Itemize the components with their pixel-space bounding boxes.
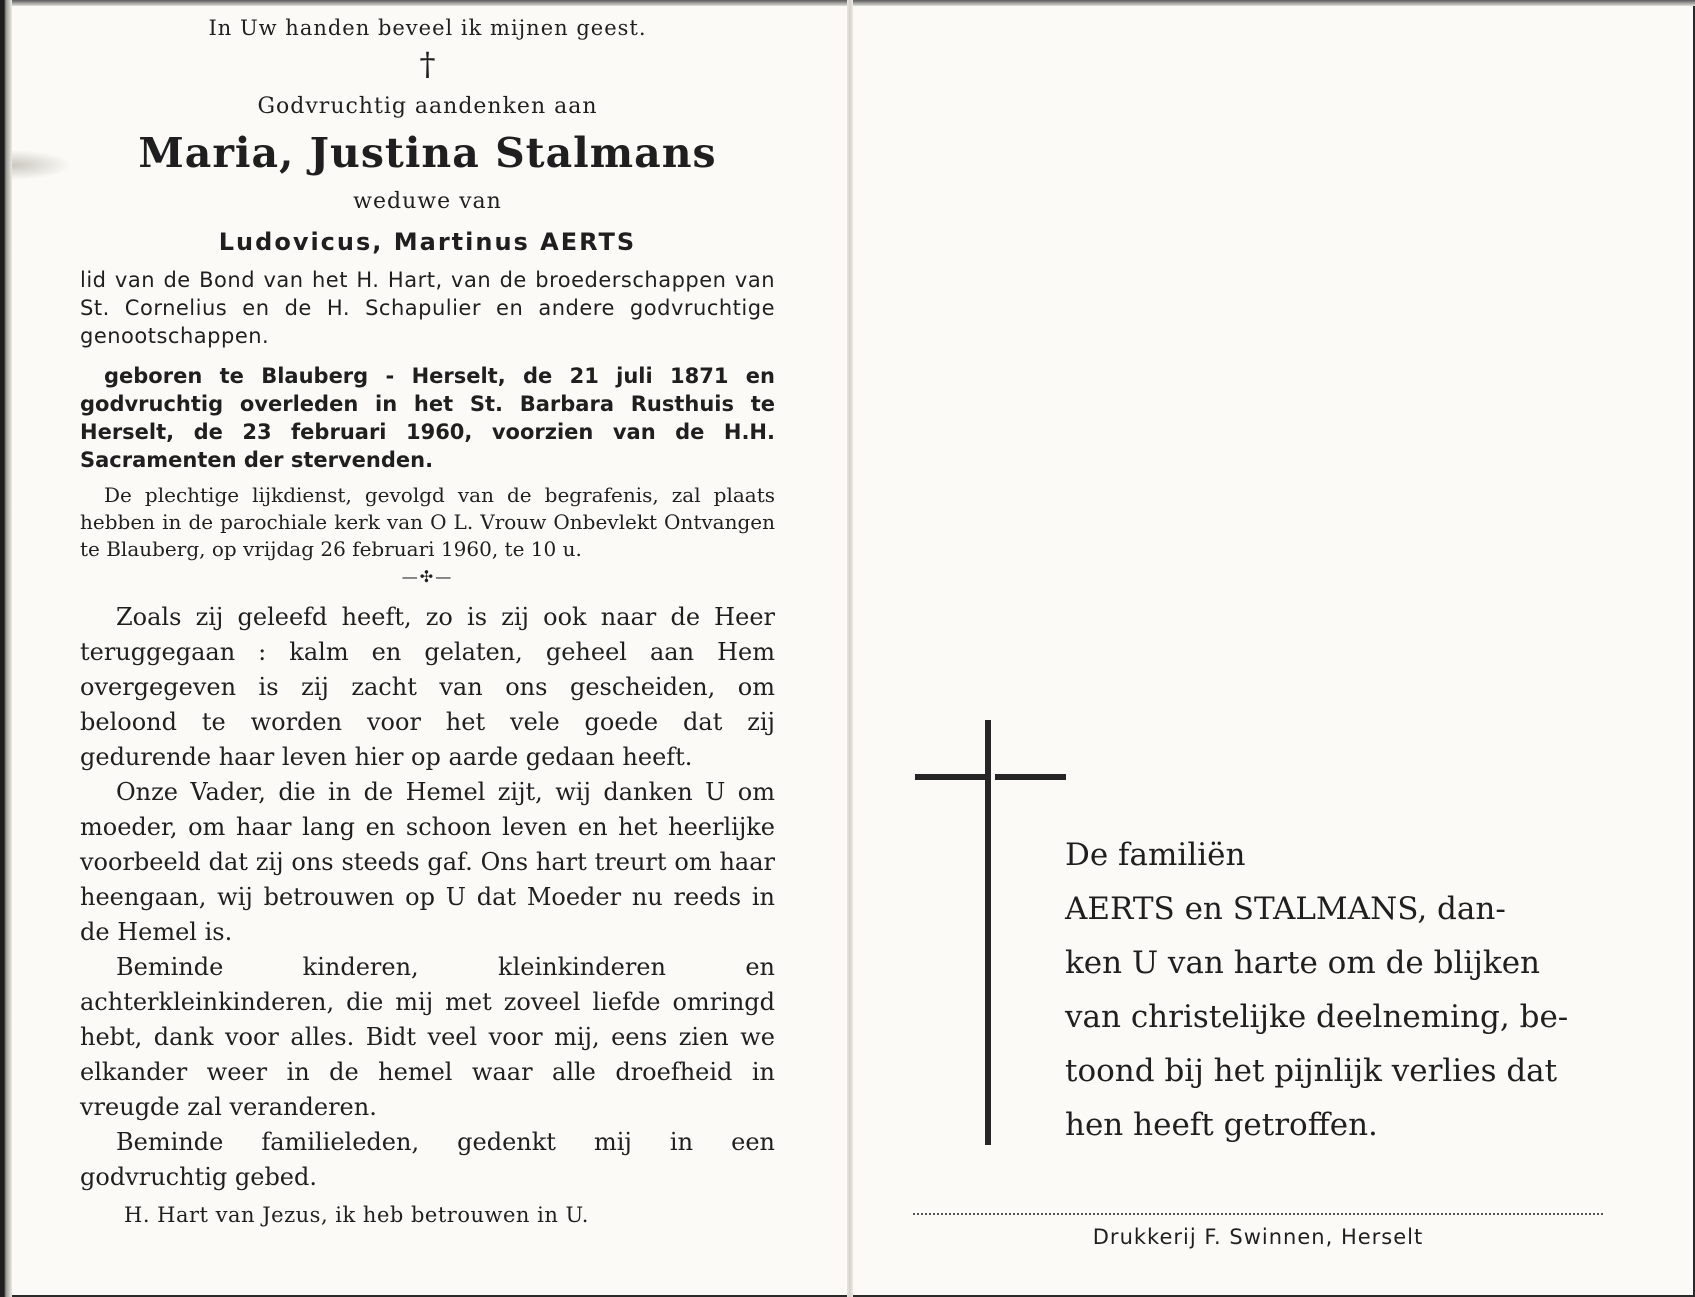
thanks-line: AERTS en STALMANS, dan- (1065, 891, 1506, 927)
intro-text: Godvruchtig aandenken aan (257, 94, 598, 119)
left-panel (80, 12, 775, 1227)
deceased-name: Maria, Justina Stalmans (138, 129, 717, 177)
funeral-service-info: De plechtige lijkdienst, gevolgd van de begrafenis, zal plaats hebben in de parochiale kerk van O L. Vrouw Onbevlekt Ontvangen te Blauberg, op vrijdag 26 februari 1960, te 10 u. (80, 483, 775, 561)
printer-credit: Drukkerij F. Swinnen, Herselt (1092, 1225, 1424, 1249)
left-edge (0, 0, 12, 1297)
prayer-paragraph: Beminde familieleden, gedenkt mij in een godvruchtig gebed. (80, 1128, 775, 1191)
thanks-line: van christelijke deelneming, be- (1065, 999, 1569, 1035)
membership-text: lid van de Bond van het H. Hart, van de broederschappen van St. Cornelius en de H. Schapulier en andere godvruchtige genootschappen. (80, 268, 775, 348)
thanks-line: ken U van harte om de blijken (1065, 945, 1541, 981)
thanks-message (1065, 828, 1605, 1152)
large-cross-arm-left (915, 774, 987, 780)
closing-invocation: H. Hart van Jezus, ik heb betrouwen in U. (124, 1203, 589, 1227)
ornament-divider: —✣— (401, 567, 454, 586)
prayer-paragraph: Onze Vader, die in de Hemel zijt, wij danken U om moeder, om haar lang en schoon leven en het heerlijke voorbeeld dat zij ons steeds gaf. Ons hart treurt om haar heengaan, wij betrouwen op U dat Moeder nu reeds in de Hemel is. (80, 778, 775, 946)
small-cross-icon: † (419, 45, 436, 83)
husband-name: Ludovicus, Martinus AERTS (218, 228, 637, 256)
prayer-paragraph: Beminde kinderen, kleinkinderen en achterkleinkinderen, die mij met zoveel liefde omringd hebt, dank voor alles. Bidt veel voor mij, eens zien we elkander weer in de hemel waar alle droefheid in vreugde zal veranderen. (80, 953, 775, 1121)
widow-of-text: weduwe van (353, 189, 502, 214)
prayer-paragraph: Zoals zij geleefd heeft, zo is zij ook naar de Heer teruggegaan : kalm en gelaten, geheel aan Hem overgegeven is zij zacht van ons gescheiden, om beloond te worden voor het vele goede dat zij gedurende haar leven hier op aarde gedaan heeft. (80, 603, 775, 771)
card-fold (847, 0, 853, 1297)
paper-crease (12, 150, 72, 180)
motto: In Uw handen beveel ik mijnen geest. (208, 16, 647, 40)
thanks-line: hen heeft getroffen. (1065, 1107, 1378, 1143)
thanks-line: toond bij het pijnlijk verlies dat (1065, 1053, 1558, 1089)
dotted-divider (913, 1213, 1603, 1215)
large-cross-icon (985, 720, 991, 1145)
thanks-line: De familiën (1065, 837, 1246, 873)
birth-death-dates: geboren te Blauberg - Herselt, de 21 juli 1871 en godvruchtig overleden in het St. Barbara Rusthuis te Herselt, de 23 februari 1960, voorzien van de H.H. Sacramenten der stervenden. (80, 364, 775, 472)
large-cross-arm-right (995, 774, 1066, 780)
prayer-text (80, 600, 775, 1195)
